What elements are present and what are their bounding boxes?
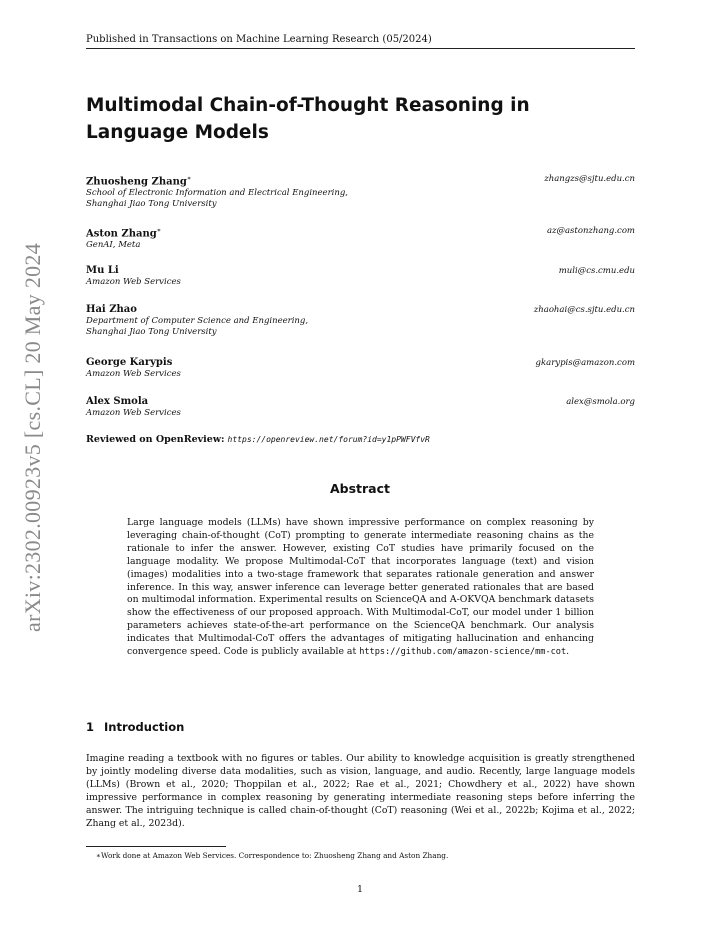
author-email: zhangzs@sjtu.edu.cn <box>544 174 635 184</box>
author-affiliation: Shanghai Jiao Tong University <box>86 199 217 210</box>
author-affiliation: Amazon Web Services <box>86 369 181 379</box>
author-footnote-mark: ∗ <box>186 175 191 182</box>
abstract-text: Large language models (LLMs) have shown impressive performance on complex reasoning by leveraging chain-of-thought (CoT) prompting to generate intermediate reasoning chains as the rationale to infer the answer. However, existing CoT studies have primarily focused on the language modality. We propose Multimodal-CoT that incorporates language (text) and vision (images) modalities into a two-stage framework that separates rationale generation and answer inference. In this way, answer inference can leverage better generated rationales that are based on multimodal information. Experimental results on ScienceQA and A-OKVQA benchmark datasets show the effectiveness of our proposed approach. With Multimodal-CoT, our model under 1 billion parameters achieves state-of-the-art performance on the ScienceQA benchmark. Our analysis indicates that Multimodal-CoT offers the advantages of mitigating hallucination and enhancing convergence speed. Code is publicly available at https://github.com/amazon-science/mm-cot. <box>127 517 594 658</box>
author-block <box>86 357 635 380</box>
paper-title: Multimodal Chain-of-Thought Reasoning in Language Models <box>86 95 530 143</box>
author-block <box>86 265 635 288</box>
section-heading <box>86 720 184 734</box>
author-name: Zhuosheng Zhang∗ <box>86 175 191 188</box>
author-name: Aston Zhang∗ <box>86 227 161 240</box>
author-block <box>86 396 635 419</box>
author-email: az@astonzhang.com <box>546 226 635 236</box>
openreview-line <box>86 434 430 445</box>
author-name: Mu Li <box>86 265 119 276</box>
author-name: Alex Smola <box>86 396 149 407</box>
author-affiliation: School of Electronic Information and Electrical Engineering, <box>86 188 348 199</box>
author-block <box>86 225 635 251</box>
section-number: 1 <box>86 720 95 734</box>
section-title: Introduction <box>104 720 185 734</box>
intro-paragraph: Imagine reading a textbook with no figures or tables. Our ability to knowledge acquisition is greatly strengthened by jointly modeling diverse data modalities, such as vision, language, and audio. Recently, large language models (LLMs) (Brown et al., 2020; Thoppilan et al., 2022; Rae et al., 2021; Chowdhery et al., 2022) have shown impressive performance in complex reasoning by generating intermediate reasoning steps before inferring the answer. The intriguing technique is called chain-of-thought (CoT) reasoning (Wei et al., 2022b; Kojima et al., 2022; Zhang et al., 2023d). <box>86 753 635 829</box>
author-email: alex@smola.org <box>566 397 635 407</box>
author-block <box>86 173 635 210</box>
author-email: zhaohai@cs.sjtu.edu.cn <box>533 305 635 315</box>
author-affiliation: Department of Computer Science and Engineering, <box>86 316 309 326</box>
author-name: Hai Zhao <box>86 304 137 315</box>
author-name: George Karypis <box>86 357 173 368</box>
author-affiliation: Shanghai Jiao Tong University <box>86 327 217 337</box>
journal-header: Published in Transactions on Machine Learning Research (05/2024) <box>86 34 635 49</box>
openreview-label: Reviewed on OpenReview: <box>86 434 225 445</box>
author-footnote-mark: ∗ <box>156 227 161 234</box>
code-link[interactable]: https://github.com/amazon-science/mm-cot <box>359 647 567 658</box>
author-affiliation: GenAI, Meta <box>86 240 141 251</box>
author-email: gkarypis@amazon.com <box>535 358 635 368</box>
abstract-heading: Abstract <box>329 481 391 496</box>
footnote: ∗Work done at Amazon Web Services. Correspondence to: Zhuosheng Zhang and Aston Zhang. <box>96 851 449 860</box>
author-email: muli@cs.cmu.edu <box>558 266 635 276</box>
author-affiliation: Amazon Web Services <box>86 408 181 418</box>
page-number: 1 <box>356 884 364 895</box>
footnote-divider <box>86 846 226 847</box>
author-block <box>86 304 635 338</box>
arxiv-identifier: arXiv:2302.00923v5 [cs.CL] 20 May 2024 <box>20 242 45 632</box>
openreview-link[interactable]: https://openreview.net/forum?id=y1pPWFVfvR <box>227 435 430 444</box>
author-affiliation: Amazon Web Services <box>86 277 181 287</box>
